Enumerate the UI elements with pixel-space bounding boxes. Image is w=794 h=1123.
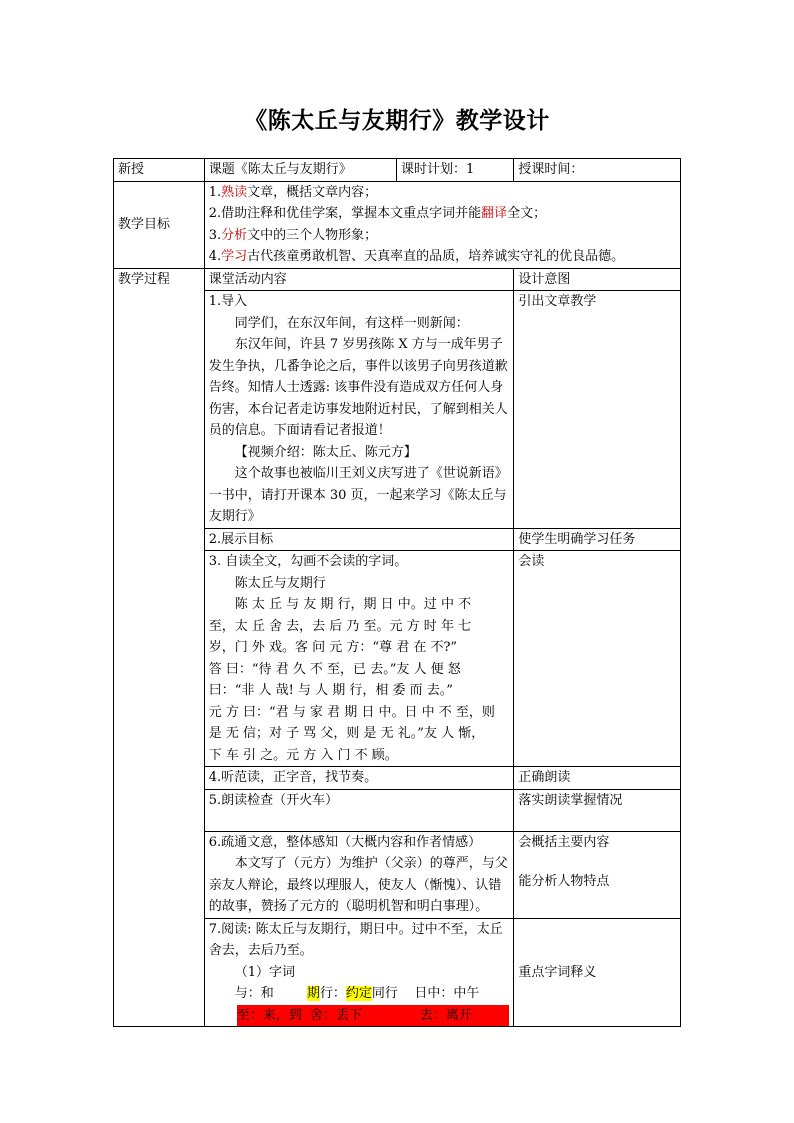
objectives-label: 教学目标 [114,181,205,268]
lesson-time: 授课时间： [514,159,681,182]
lesson-title: 课题《陈太丘与友期行》 [204,159,396,182]
section-intro: 1.导入 同学们，在东汉年间，有这样一则新闻： 东汉年间，许县 7 岁男孩陈 X 方与一成年男子发生争执，几番争论之后，事件以该男子向男孩道歉告终。知情人士透露: 该事件没有造成双方任何人身伤害，本台记者走访事发地附近村民，了解到相关人员的信息。下面请看记者报道！ 【视频介绍：陈太丘、陈元方】 这个故事也被临川王刘义庆写进了《世说新语》一书中，请打开课本 30 页，一起来学习《陈太丘与友期行》 [204,291,514,529]
section-self-reading: 3. 自读全文，勾画不会读的字词。 陈太丘与友期行 陈 太 丘 与 友 期 行，期 日 中。过 中 不 至，太 丘 舍 去，去 后 乃 至。元 方 时 年 七 岁，门 外 戏。客 问 元 方：“尊 君 在 不?” 答 曰：“待 君 久 不 至，已 去。”友 人 便 怒 曰：“非 人 哉! 与 人 期 行，相 委 而 去。” 元 方 曰：“君 与 家 君 期 日 中。日 中 不 至，则 是 无 信；对 子 骂 父，则 是 无 礼。”友 人 惭， 下 车 引 之。元 方 入 门 不 顾。 [204,551,514,767]
section-goals: 2.展示目标 [204,528,514,551]
intent-goals: 使学生明确学习任务 [514,528,681,551]
lesson-periods: 课时计划：1 [396,159,513,182]
intent-column-header: 设计意图 [514,268,681,291]
objective-3: 3.分析文中的三个人物形象； [208,227,378,243]
section-understanding: 6.疏通文意，整体感知（大概内容和作者情感） 本文写了（元方）为维护（父亲）的尊严，与父亲友人辩论，最终以理服人，使友人（惭愧）、认错的故事，赞扬了元方的（聪明机智和明白事理）。 [204,831,514,918]
section-reading-check: 5.朗读检查（开火车） [204,789,514,831]
section-vocabulary: 7.阅读: 陈太丘与友期行，期日中。过中不至，太丘舍去，去后乃至。 （1）字词 与：和 期行：约定同行 日中：中午 至：来，到 舍：丢下 去：离开 [204,918,514,1027]
objectives-list [204,181,680,268]
page-title: 《陈太丘与友期行》教学设计 [244,107,550,134]
objective-1: 1.熟读文章，概括文章内容； [208,184,378,200]
word-list-1: 与：和 期行：约定同行 日中：中午 [234,986,480,1001]
lesson-type: 新授 [114,159,205,182]
section-model-reading: 4.听范读，正字音，找节奏。 [204,767,514,790]
process-label: 教学过程 [114,268,205,1027]
intent-vocabulary: 重点字词释义 [514,918,681,1027]
word-list-2: 至：来，到 舍：丢下 去：离开 [209,1005,510,1027]
lesson-plan-table [113,158,681,1027]
intent-reading-check: 落实朗读掌握情况 [514,789,681,831]
objective-2: 2.借助注释和优佳学案，掌握本文重点字词并能翻译全文； [208,206,547,221]
intent-self-reading: 会读 [514,551,681,767]
intent-understanding: 会概括主要内容 能分析人物特点 [514,831,681,918]
intent-model-reading: 正确朗读 [514,767,681,790]
objective-4: 4.学习古代孩童勇敢机智、天真率直的品质，培养诚实守礼的优良品德。 [208,249,625,264]
activity-column-header: 课堂活动内容 [204,268,514,291]
intent-intro: 引出文章教学 [514,291,681,529]
